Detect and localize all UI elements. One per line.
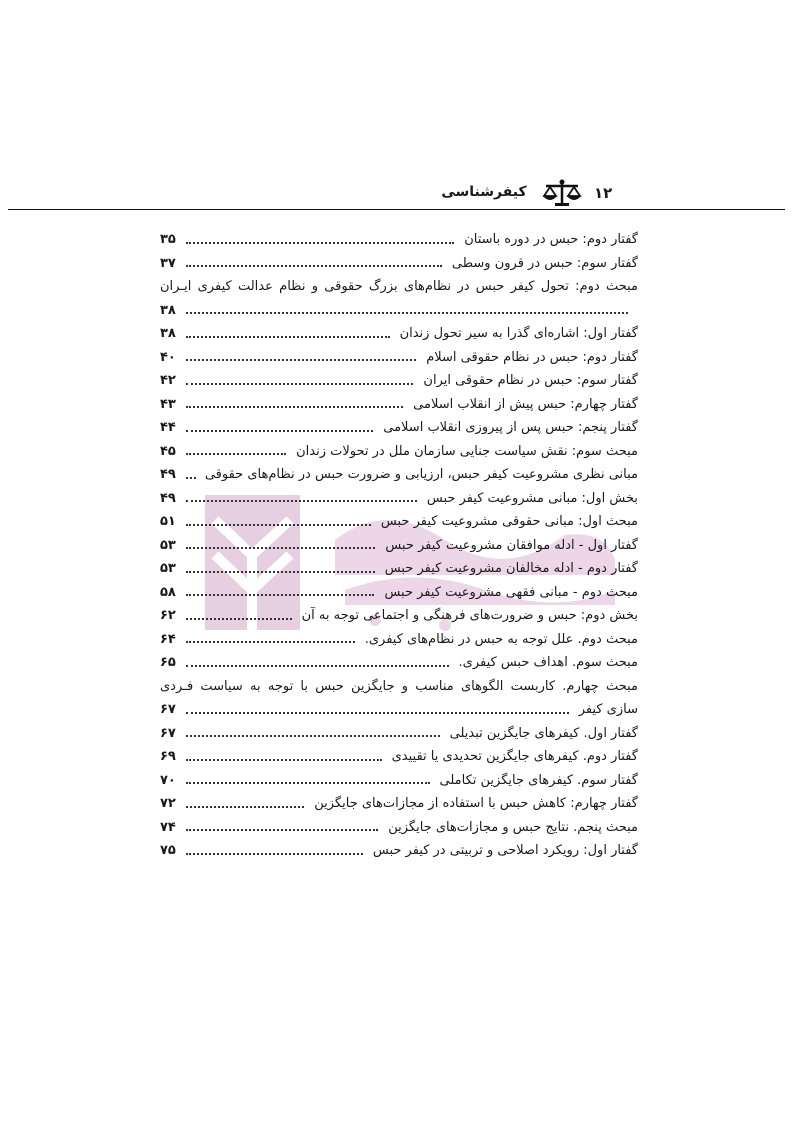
toc-entry-title: مبحث پنجم. نتایج حبس و مجازات‌های جایگزین: [388, 819, 638, 835]
toc-entry-page: ۳۸: [160, 326, 176, 341]
toc-leader: [160, 369, 413, 393]
toc-dot-leader: [186, 571, 375, 573]
toc-entry-title: مبانی نظری مشروعیت کیفر حبس، ارزیابی و ضرورت حبس در نظام‌های حقوقی: [204, 467, 638, 482]
page-header: [0, 178, 793, 210]
toc-entry-page: ۴۵: [160, 443, 176, 459]
toc-entry-title: گفتار اول. کیفرهای جایگزین تبدیلی: [449, 725, 638, 741]
toc-entry-page: ۵۳: [160, 537, 176, 553]
toc-entry-page: ۷۰: [160, 772, 176, 788]
toc-entry-title: گفتار دوم - ادله مخالفان مشروعیت کیفر حبس: [384, 561, 638, 576]
toc-leader: [160, 745, 382, 769]
toc-entry: [160, 839, 638, 863]
toc-dot-leader: [186, 336, 390, 338]
toc-leader: [160, 722, 440, 746]
toc-entry: [160, 440, 638, 464]
toc-entry-title: مبحث چهارم. کاربست الگوهای مناسب و جایگزین حبس با توجه به سیاست فـردی: [160, 678, 638, 694]
toc-dot-leader: [186, 735, 440, 737]
toc-entry-title: بخش دوم: حبس و ضرورت‌های فرهنگی و اجتماعی توجه به آن: [301, 608, 638, 623]
toc-dot-leader: [186, 594, 374, 596]
toc-entry: [160, 228, 638, 252]
toc-entry: [160, 581, 638, 605]
toc-entry: [160, 510, 638, 534]
toc-leader: [160, 228, 454, 252]
toc-entry-title: گفتار اول - ادله موافقان مشروعیت کیفر حبس: [385, 537, 638, 553]
toc-leader: [160, 346, 416, 370]
toc-entry: [160, 745, 638, 769]
toc-entry-page: ۳۵: [160, 232, 176, 247]
toc-entry: [160, 275, 638, 299]
toc-dot-leader: [186, 665, 449, 667]
toc-entry-title: گفتار دوم: حبس در دوره باستان: [464, 232, 638, 247]
toc-entry-title: گفتار سوم. کیفرهای جایگزین تکاملی: [439, 772, 638, 788]
toc-entry: [160, 722, 638, 746]
toc-entry-title: گفتار سوم: حبس در نظام حقوقی ایران: [423, 373, 638, 388]
toc-entry: [160, 628, 638, 652]
toc-leader: [160, 839, 363, 863]
toc-dot-leader: [186, 477, 196, 479]
toc-entry: [160, 698, 638, 722]
table-of-contents: [160, 228, 638, 863]
toc-entry-title: مبحث سوم: نقش سیاست جنایی سازمان ملل در تحولات زندان: [296, 443, 638, 459]
toc-entry-title: گفتار دوم: حبس در نظام حقوقی اسلام: [426, 349, 638, 365]
toc-leader: [160, 440, 286, 464]
toc-entry: [160, 675, 638, 699]
toc-entry-page: ۵۳: [160, 561, 176, 576]
toc-entry-page: ۳۷: [160, 255, 176, 271]
toc-dot-leader: [186, 359, 416, 361]
toc-leader: [160, 416, 373, 440]
toc-entry-title: گفتار اول: رویکرد اصلاحی و تربیتی در کیفر حبس: [372, 843, 638, 858]
toc-entry: [160, 346, 638, 370]
toc-dot-leader: [186, 406, 403, 408]
toc-entry-title: مبحث سوم. اهداف حبس کیفری.: [458, 655, 638, 670]
toc-entry-page: ۷۴: [160, 819, 176, 835]
toc-entry: [160, 769, 638, 793]
toc-dot-leader: [186, 312, 628, 314]
toc-dot-leader: [186, 759, 382, 761]
toc-entry-page: ۶۹: [160, 749, 176, 764]
toc-entry-page: ۵۱: [160, 514, 176, 529]
scales-of-justice-icon: [542, 178, 582, 208]
toc-dot-leader: [186, 430, 373, 432]
toc-leader: [160, 534, 375, 558]
toc-entry-page: ۴۹: [160, 467, 176, 482]
toc-entry: [160, 416, 638, 440]
toc-dot-leader: [186, 524, 371, 526]
toc-entry-page: ۳۸: [160, 302, 176, 318]
toc-leader: [160, 816, 378, 840]
toc-entry-title: مبحث اول: مبانی حقوقی مشروعیت کیفر حبس: [380, 514, 638, 529]
toc-dot-leader: [186, 806, 304, 808]
toc-entry: [160, 487, 638, 511]
toc-leader: [160, 769, 430, 793]
toc-leader: [160, 393, 403, 417]
toc-entry-title: گفتار دوم. کیفرهای جایگزین تحدیدی یا تقییدی: [391, 749, 638, 764]
toc-dot-leader: [186, 641, 355, 643]
toc-entry: [160, 534, 638, 558]
toc-entry-page: ۶۲: [160, 608, 176, 623]
toc-entry-title: گفتار چهارم: کاهش حبس با استفاده از مجازات‌های جایگزین: [314, 796, 638, 811]
toc-leader: [160, 557, 375, 581]
toc-entry-title: مبحث دوم - مبانی فقهی مشروعیت کیفر حبس: [384, 584, 638, 600]
toc-dot-leader: [186, 853, 363, 855]
toc-dot-leader: [186, 242, 454, 244]
toc-entry-title: گفتار سوم: حبس در قرون وسطی: [451, 255, 638, 271]
toc-entry: [160, 816, 638, 840]
toc-entry-page: ۶۴: [160, 631, 176, 647]
toc-entry-page: ۴۴: [160, 420, 176, 435]
toc-dot-leader: [186, 829, 378, 831]
toc-entry-title: مبحث دوم. علل توجه به حبس در نظام‌های کیفری.: [364, 631, 638, 647]
header-rule: [8, 209, 785, 210]
toc-dot-leader: [186, 500, 417, 502]
toc-entry-page: ۴۲: [160, 373, 176, 388]
toc-leader: [160, 510, 371, 534]
toc-entry-page: ۷۲: [160, 796, 176, 811]
toc-leader: [160, 651, 449, 675]
toc-entry-page: ۶۷: [160, 725, 176, 741]
toc-leader: [160, 792, 304, 816]
toc-leader: [160, 604, 292, 628]
toc-entry: [160, 463, 638, 487]
toc-entry-title: بخش اول: مبانی مشروعیت کیفر حبس: [426, 490, 638, 506]
toc-dot-leader: [186, 383, 413, 385]
toc-entry-title: گفتار چهارم: حبس پیش از انقلاب اسلامی: [413, 396, 638, 412]
toc-leader: [160, 322, 390, 346]
toc-entry: [160, 604, 638, 628]
toc-entry: [160, 369, 638, 393]
toc-entry-title: گفتار پنجم: حبس پس از پیروزی انقلاب اسلامی: [383, 420, 638, 435]
toc-dot-leader: [186, 453, 286, 455]
toc-entry: [160, 393, 638, 417]
toc-entry-page: ۶۷: [160, 702, 176, 717]
page-number: ۱۲: [594, 184, 613, 202]
toc-entry-title: مبحث دوم: تحول کیفر حبس در نظام‌های بزرگ حقوقی و نظام عدالت کیفری ایـران: [160, 279, 638, 294]
toc-entry-title: سازی کیفر: [578, 702, 638, 717]
toc-dot-leader: [186, 265, 442, 267]
toc-leader: [160, 628, 355, 652]
toc-entry-page: ۶۵: [160, 655, 176, 670]
toc-dot-leader: [186, 782, 430, 784]
toc-leader: [160, 487, 417, 511]
toc-entry: [160, 557, 638, 581]
toc-entry: [160, 651, 638, 675]
toc-leader: [160, 463, 196, 487]
toc-dot-leader: [186, 547, 375, 549]
toc-entry: [160, 252, 638, 276]
toc-entry-page: ۷۵: [160, 843, 176, 858]
toc-leader: [160, 252, 442, 276]
toc-dot-leader: [186, 712, 569, 714]
toc-leader: [160, 299, 628, 323]
toc-entry-page: ۴۹: [160, 490, 176, 506]
toc-entry: [160, 299, 638, 323]
toc-leader: [160, 698, 569, 722]
toc-entry-title: گفتار اول: اشاره‌ای گذرا به سیر تحول زندان: [399, 326, 638, 341]
toc-dot-leader: [186, 618, 292, 620]
toc-entry: [160, 792, 638, 816]
book-title: کیفرشناسی: [441, 184, 527, 200]
toc-entry-page: ۴۰: [160, 349, 176, 365]
toc-leader: [160, 581, 374, 605]
toc-entry-page: ۵۸: [160, 584, 176, 600]
toc-entry-page: ۴۳: [160, 396, 176, 412]
toc-entry: [160, 322, 638, 346]
